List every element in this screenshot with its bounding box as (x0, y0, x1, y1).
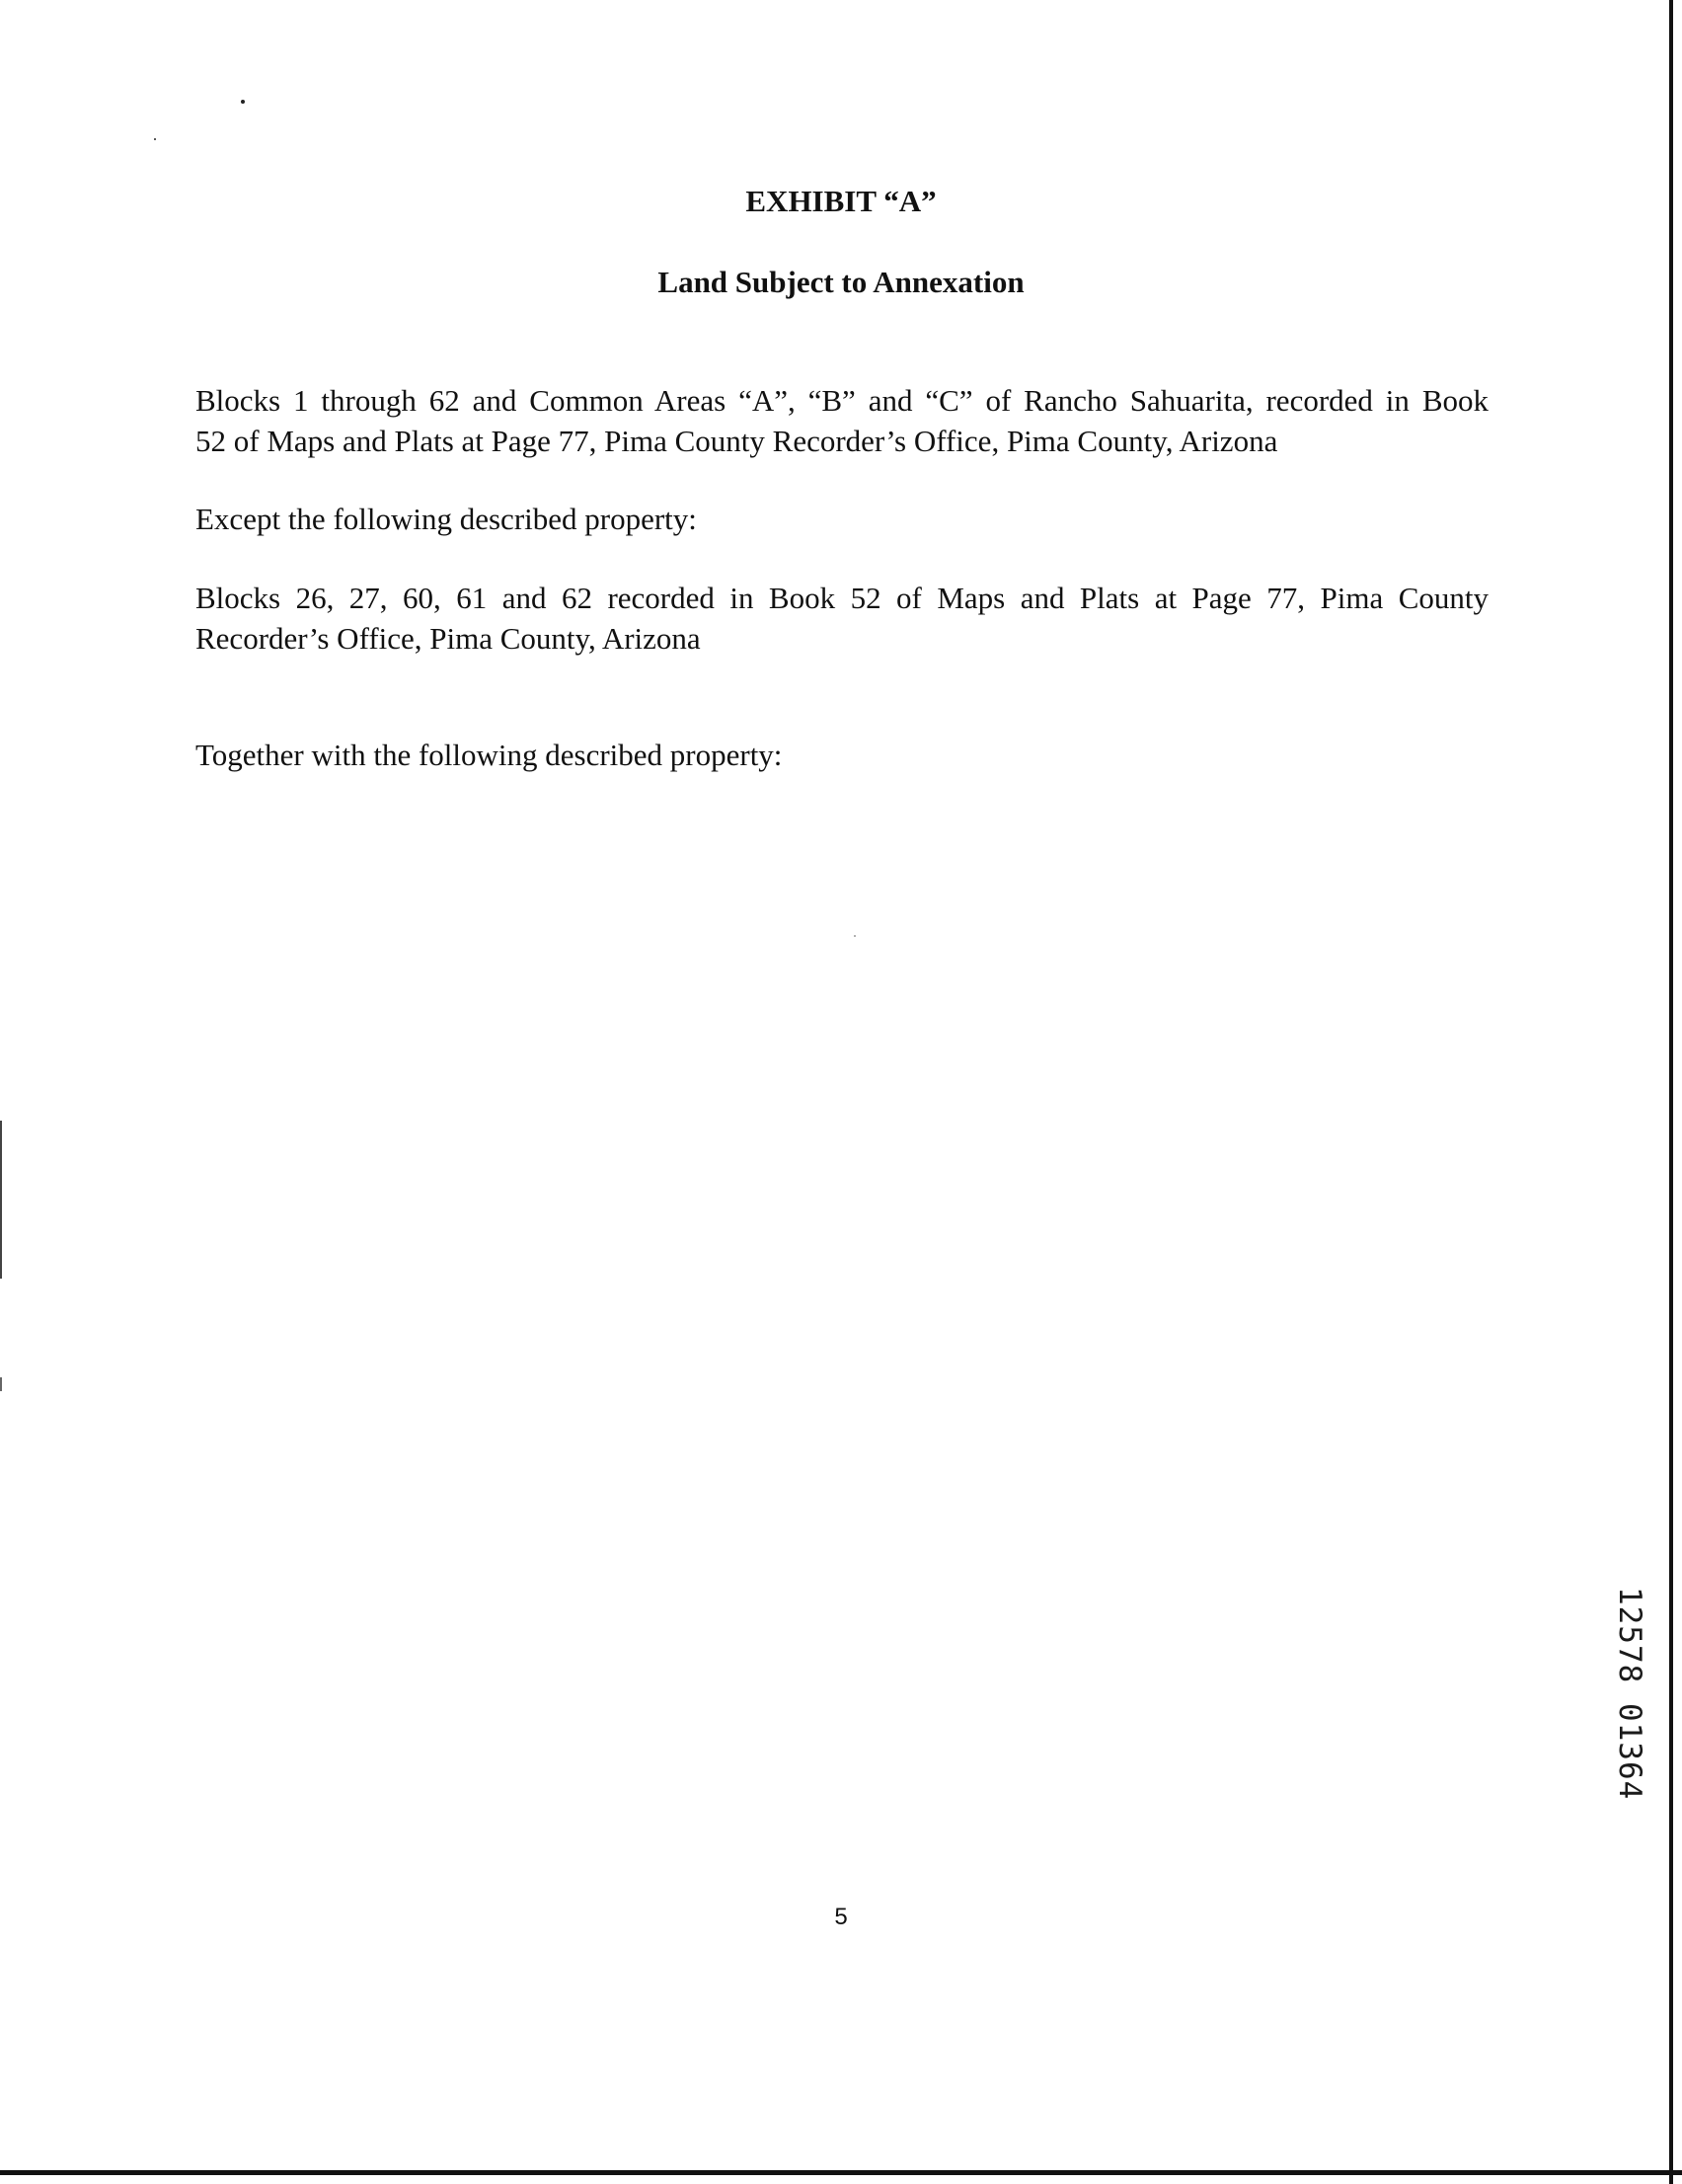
paragraph-line: Recorder’s Office, Pima County, Arizona (195, 621, 701, 656)
paragraph-line: 52 of Maps and Plats at Page 77, Pima County Recorder’s Office, Pima County, Arizona (195, 424, 1278, 458)
scan-border-right (1669, 0, 1673, 2184)
paragraph-line: Blocks 1 through 62 and Common Areas “A”, “B” and “C” of Rancho Sahuarita, recorded in Book (195, 383, 1489, 418)
scan-border-bottom (0, 2170, 1682, 2175)
recorder-stamp-number: 12578 01364 (1612, 1587, 1647, 1801)
recorder-stamp (1594, 1587, 1653, 1863)
scan-speck (854, 935, 856, 937)
page-number: 5 (834, 1904, 848, 1930)
exhibit-title: EXHIBIT “A” (745, 184, 937, 218)
paragraph-line: Together with the following described property: (195, 738, 783, 772)
blocks-description-paragraph (195, 380, 1489, 461)
scan-edge-mark (0, 1121, 2, 1279)
scan-speck (241, 100, 245, 104)
paragraph-line: Except the following described property: (195, 502, 697, 536)
scan-speck (154, 138, 156, 140)
except-description-paragraph (195, 578, 1489, 659)
paragraph-line: Blocks 26, 27, 60, 61 and 62 recorded in Book 52 of Maps and Plats at Page 77, Pima County (195, 581, 1489, 615)
scan-edge-mark (0, 1377, 2, 1391)
except-intro-paragraph (195, 499, 1489, 539)
exhibit-subtitle: Land Subject to Annexation (657, 265, 1025, 299)
together-intro-paragraph (195, 735, 1489, 775)
